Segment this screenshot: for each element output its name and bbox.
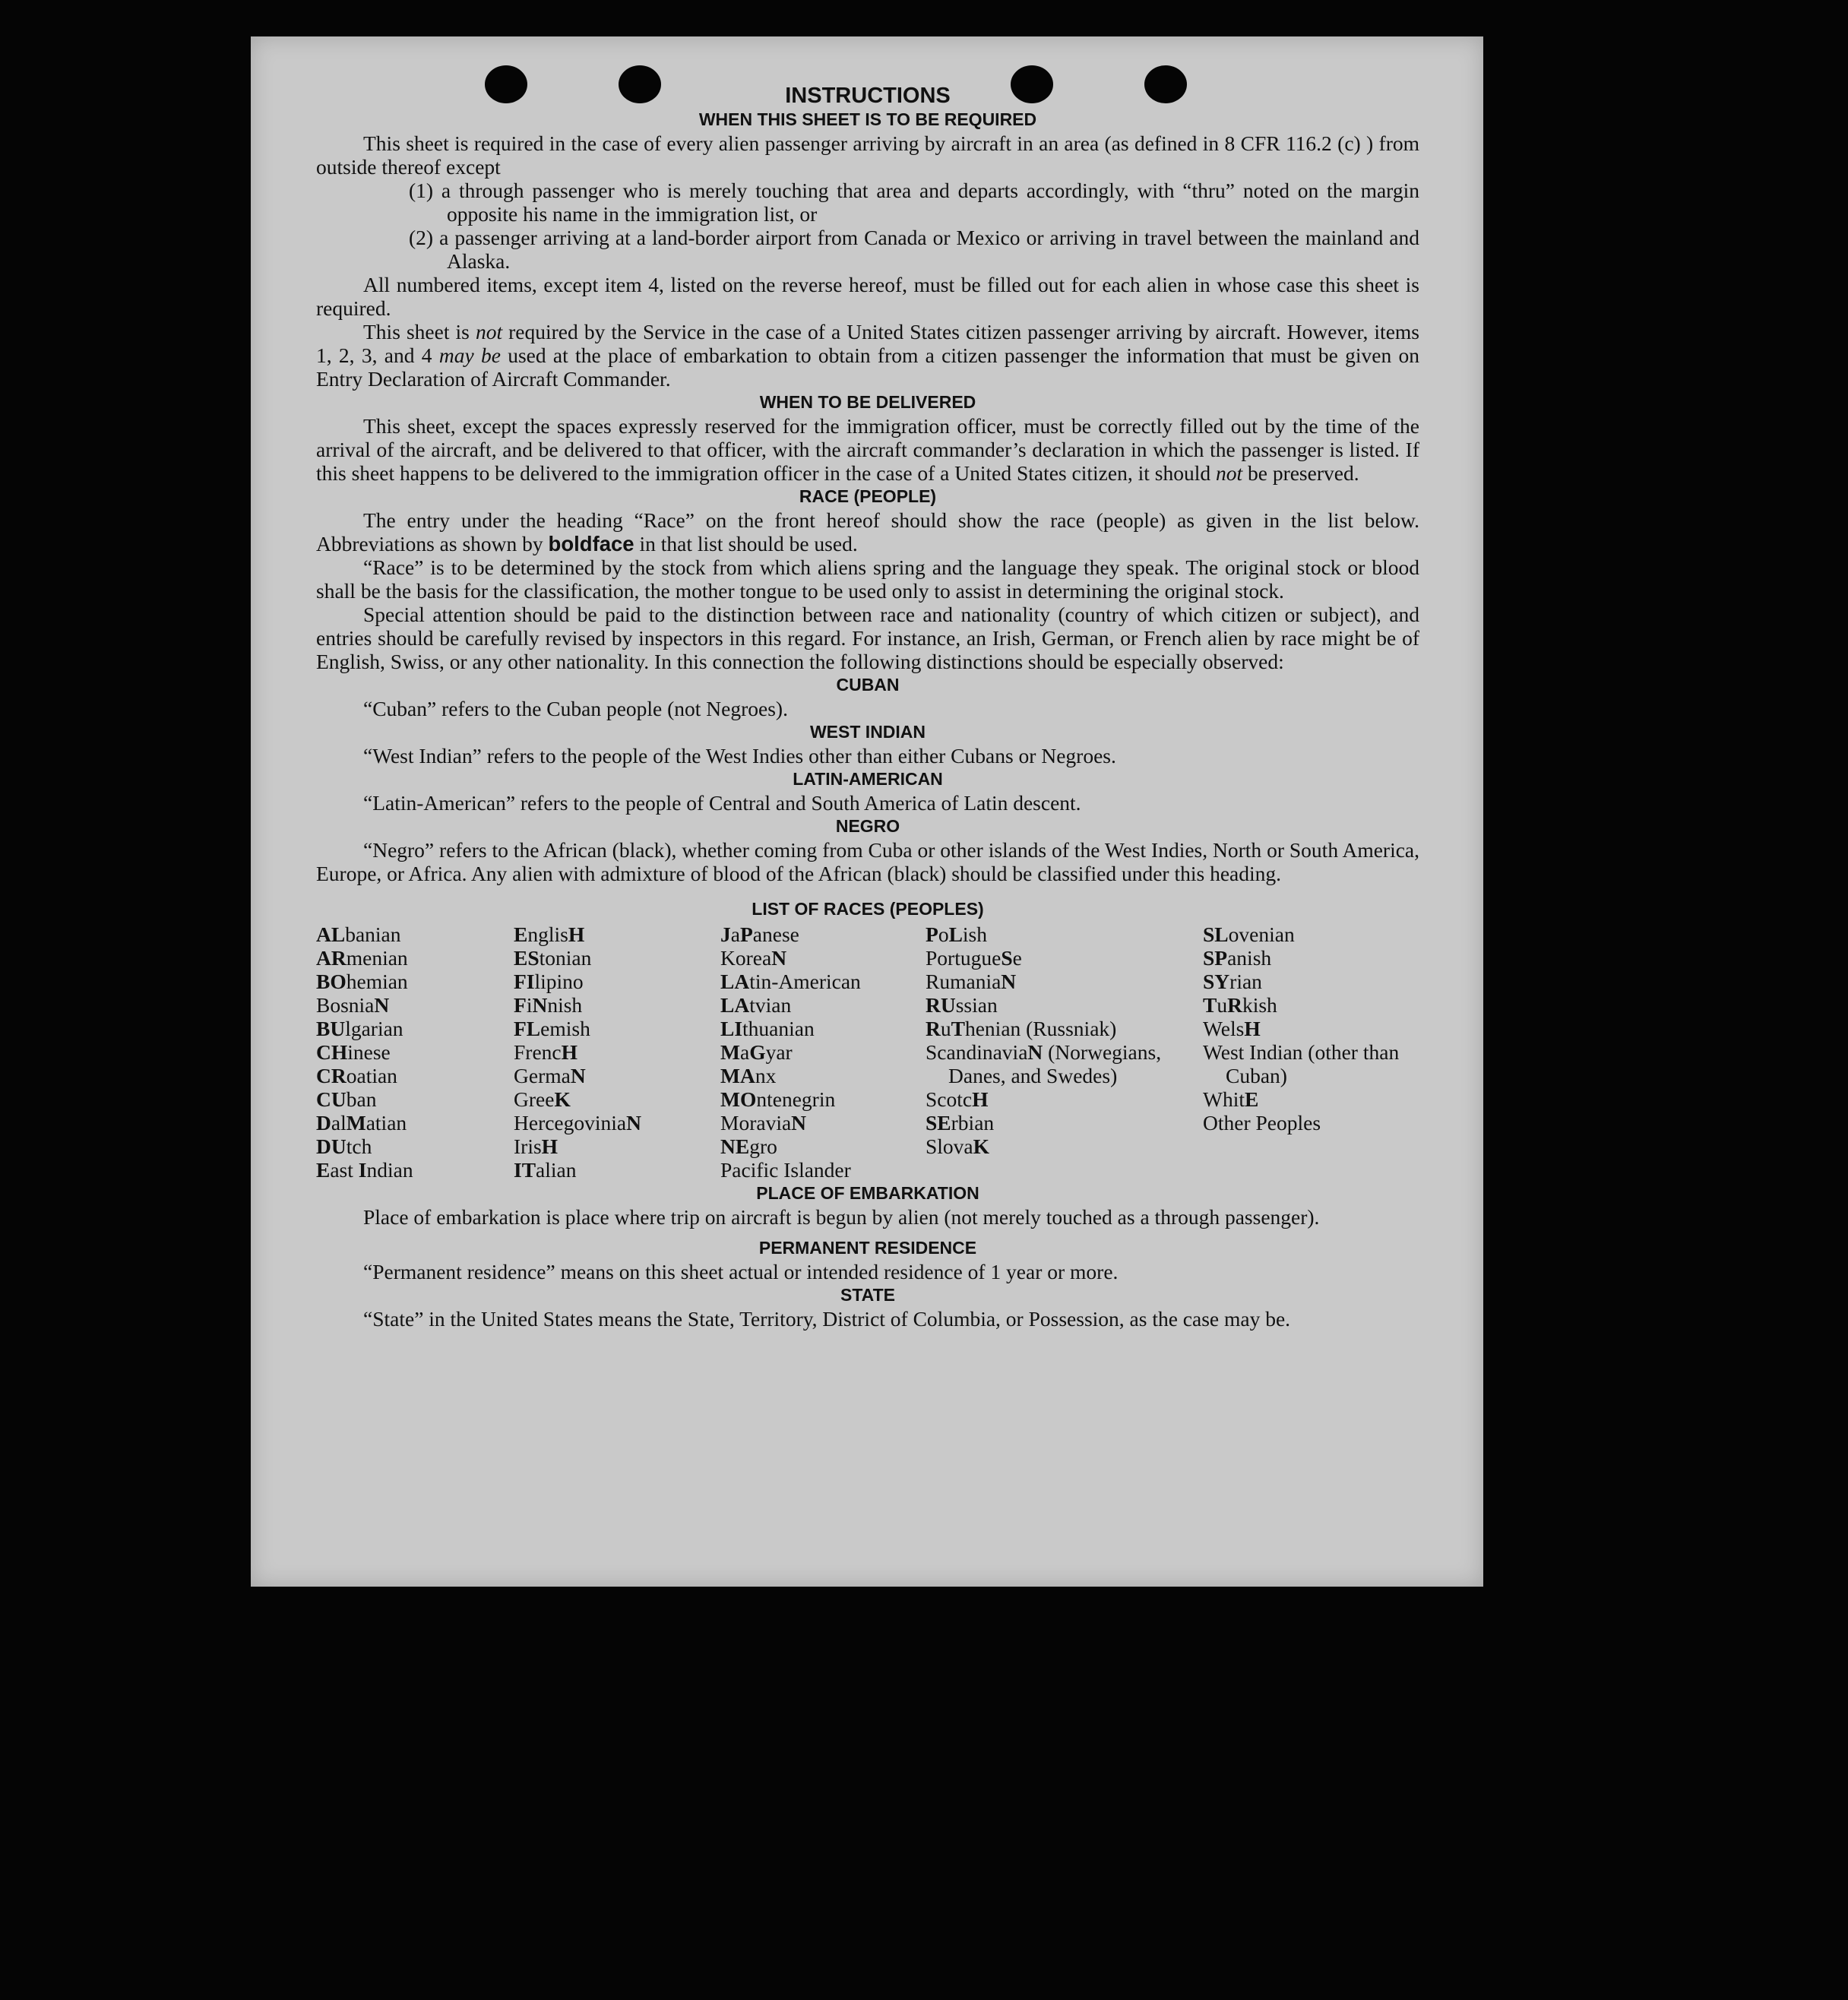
- race-text: alian: [536, 1158, 577, 1182]
- race-text: ish: [962, 922, 987, 946]
- race-entry: [316, 1064, 514, 1087]
- paragraph: The entry under the heading “Race” on the front hereof should show the race (people) as given in the list below. Abbreviations as shown by boldface in that list should be used.: [316, 508, 1419, 555]
- race-abbrev: M: [346, 1111, 366, 1134]
- race-text: Korea: [720, 946, 772, 970]
- race-text: nglis: [527, 922, 568, 946]
- race-text: a: [730, 922, 740, 946]
- heading-when-delivered: WHEN TO BE DELIVERED: [759, 392, 976, 412]
- heading-west-indian: WEST INDIAN: [809, 722, 926, 742]
- race-abbrev: AL: [316, 922, 346, 946]
- race-abbrev: N: [532, 993, 548, 1017]
- race-text: Hercegovinia: [514, 1111, 627, 1134]
- race-entry: [316, 1111, 514, 1134]
- list-item: (1) a through passenger who is merely touching that area and departs accordingly, with “thru” noted on the margin opposite his name in the immigration list, or: [409, 179, 1419, 226]
- race-text: Whit: [1203, 1087, 1245, 1111]
- race-entry: [926, 1017, 1203, 1040]
- paragraph: “Permanent residence” means on this sheet actual or intended residence of 1 year or more.: [363, 1260, 1119, 1283]
- race-entry: [316, 993, 514, 1017]
- race-entry: [720, 1087, 926, 1111]
- race-text: Moravia: [720, 1111, 792, 1134]
- race-text: nx: [755, 1064, 777, 1087]
- race-abbrev: N: [570, 1064, 586, 1087]
- race-entry: [316, 922, 514, 946]
- race-entry: [720, 1158, 926, 1182]
- race-text: anish: [1227, 946, 1272, 970]
- race-text: tonian: [539, 946, 592, 970]
- race-abbrev: CU: [316, 1087, 346, 1111]
- race-abbrev: MA: [720, 1064, 755, 1087]
- race-text: atian: [365, 1111, 407, 1134]
- race-entry: [1203, 1087, 1419, 1111]
- race-abbrev: N: [374, 993, 390, 1017]
- paragraph: All numbered items, except item 4, listed on the reverse hereof, must be filled out for each alien in whose case this sheet is required.: [316, 273, 1419, 320]
- race-abbrev: I: [358, 1158, 367, 1182]
- race-entry: [926, 993, 1203, 1017]
- race-text: Frenc: [514, 1040, 562, 1064]
- races-list: [316, 922, 1419, 1182]
- paragraph: This sheet is not required by the Service in the case of a United States citizen passenger arriving by aircraft. However, items 1, 2, 3, and 4 may be used at the place of embarkation to obtain from a citizen passenger the information that must be given on Entry Declaration of Aircraft Commander.: [316, 320, 1419, 391]
- race-abbrev: ES: [514, 946, 540, 970]
- race-abbrev: LI: [720, 1017, 743, 1040]
- race-abbrev: FL: [514, 1017, 541, 1040]
- race-text: ast: [330, 1158, 359, 1182]
- paragraph: “Negro” refers to the African (black), whether coming from Cuba or other islands of the West Indies, North or South America, Europe, or Africa. Any alien with admixture of blood of the African (black) should be classified under this heading.: [316, 838, 1419, 885]
- race-text: inese: [347, 1040, 391, 1064]
- race-text: ovenian: [1228, 922, 1295, 946]
- paragraph: This sheet is required in the case of every alien passenger arriving by aircraft in an area (as defined in 8 CFR 116.2 (c) ) from outside thereof except: [316, 131, 1419, 179]
- race-text: Portugue: [926, 946, 1002, 970]
- race-abbrev: RU: [926, 993, 956, 1017]
- race-entry: [720, 1134, 926, 1158]
- races-column-3: [720, 922, 926, 1182]
- race-abbrev: R: [926, 1017, 941, 1040]
- race-abbrev: H: [541, 1134, 559, 1158]
- race-text: lgarian: [345, 1017, 403, 1040]
- race-entry: [720, 993, 926, 1017]
- race-entry: [720, 922, 926, 946]
- race-entry: [514, 1111, 720, 1134]
- race-entry: [720, 1017, 926, 1040]
- race-abbrev: BU: [316, 1017, 346, 1040]
- heading-negro: NEGRO: [835, 816, 900, 836]
- race-abbrev: F: [514, 993, 527, 1017]
- race-abbrev: H: [1244, 1017, 1261, 1040]
- paragraph: “Race” is to be determined by the stock from which aliens spring and the language they speak. The original stock or blood shall be the basis for the classification, the mother tongue to be used only to assist in determining the original stock.: [316, 555, 1419, 603]
- race-text: ntenegrin: [756, 1087, 836, 1111]
- race-text: Germa: [514, 1064, 571, 1087]
- race-text: Pacific Islander: [720, 1158, 851, 1182]
- race-text: e: [1012, 946, 1022, 970]
- races-column-5: [1203, 922, 1419, 1182]
- race-text: thuanian: [742, 1017, 815, 1040]
- heading-cuban: CUBAN: [836, 675, 900, 695]
- race-text: henian (Russniak): [964, 1017, 1117, 1040]
- instructions-content: [316, 84, 1419, 1331]
- race-entry: [316, 1134, 514, 1158]
- race-abbrev: T: [1203, 993, 1217, 1017]
- race-entry: [514, 970, 720, 993]
- paragraph: “Latin-American” refers to the people of Central and South America of Latin descent.: [363, 791, 1081, 815]
- race-abbrev: LA: [720, 993, 750, 1017]
- race-entry: [514, 1087, 720, 1111]
- race-entry: [1203, 1111, 1419, 1134]
- race-abbrev: N: [1027, 1040, 1043, 1064]
- race-text: hemian: [346, 970, 408, 993]
- page-title: INSTRUCTIONS: [785, 84, 951, 108]
- race-abbrev: E: [1245, 1087, 1259, 1111]
- race-entry: [926, 946, 1203, 970]
- race-abbrev: SP: [1203, 946, 1228, 970]
- race-entry: [720, 1040, 926, 1064]
- races-column-1: [316, 922, 514, 1182]
- list-item: (2) a passenger arriving at a land-border airport from Canada or Mexico or arriving in travel between the mainland and Alaska.: [409, 226, 1419, 273]
- race-text: ban: [346, 1087, 377, 1111]
- race-abbrev: SL: [1203, 922, 1229, 946]
- race-abbrev: H: [561, 1040, 578, 1064]
- race-entry: [514, 1017, 720, 1040]
- race-text: rbian: [951, 1111, 995, 1134]
- race-entry: [720, 1111, 926, 1134]
- race-abbrev: FI: [514, 970, 535, 993]
- race-text: i: [526, 993, 533, 1017]
- race-text: anese: [752, 922, 799, 946]
- race-text: Other Peoples: [1203, 1111, 1321, 1134]
- heading-latin-american: LATIN-AMERICAN: [793, 769, 943, 789]
- race-text: emish: [540, 1017, 590, 1040]
- race-abbrev: K: [554, 1087, 571, 1111]
- heading-list-of-races: LIST OF RACES (PEOPLES): [752, 899, 984, 919]
- race-entry: [1203, 922, 1419, 946]
- race-abbrev: CR: [316, 1064, 346, 1087]
- race-abbrev: E: [316, 1158, 331, 1182]
- race-text: al: [331, 1111, 346, 1134]
- race-abbrev: P: [739, 922, 753, 946]
- race-text: (Norwegians, Danes, and Swedes): [948, 1040, 1162, 1087]
- race-entry: [1203, 970, 1419, 993]
- race-text: kish: [1242, 993, 1277, 1017]
- race-abbrev: SE: [926, 1111, 951, 1134]
- race-entry: [316, 970, 514, 993]
- race-text: Scandinavia: [926, 1040, 1028, 1064]
- race-text: ndian: [366, 1158, 413, 1182]
- race-entry: [1203, 993, 1419, 1017]
- race-entry: [926, 1087, 1203, 1111]
- race-text: Iris: [514, 1134, 542, 1158]
- race-text: lipino: [534, 970, 584, 993]
- race-abbrev: D: [316, 1111, 331, 1134]
- race-abbrev: K: [973, 1134, 990, 1158]
- race-entry: [720, 970, 926, 993]
- race-text: u: [1217, 993, 1228, 1017]
- race-entry: [514, 946, 720, 970]
- race-entry: [316, 1017, 514, 1040]
- race-abbrev: MO: [720, 1087, 757, 1111]
- race-text: tvian: [749, 993, 792, 1017]
- race-entry: [1203, 1017, 1419, 1040]
- race-entry: [316, 946, 514, 970]
- race-entry: [514, 1064, 720, 1087]
- race-abbrev: H: [568, 922, 585, 946]
- race-abbrev: IT: [514, 1158, 536, 1182]
- race-entry: [514, 1158, 720, 1182]
- race-entry: [316, 1087, 514, 1111]
- races-column-2: [514, 922, 720, 1182]
- heading-state: STATE: [840, 1285, 895, 1305]
- paragraph: “State” in the United States means the State, Territory, District of Columbia, or Possession, as the case may be.: [363, 1307, 1291, 1331]
- race-text: tin-American: [749, 970, 861, 993]
- race-abbrev: NE: [720, 1134, 750, 1158]
- race-abbrev: SY: [1203, 970, 1230, 993]
- race-text: Bosnia: [316, 993, 375, 1017]
- race-text: oatian: [346, 1064, 397, 1087]
- race-entry: [926, 922, 1203, 946]
- race-entry: [926, 1040, 1203, 1087]
- race-abbrev: G: [749, 1040, 766, 1064]
- race-text: Wels: [1203, 1017, 1245, 1040]
- race-entry: [514, 1134, 720, 1158]
- race-entry: [514, 922, 720, 946]
- race-text: banian: [345, 922, 401, 946]
- heading-place-of-embarkation: PLACE OF EMBARKATION: [756, 1183, 979, 1203]
- race-abbrev: S: [1001, 946, 1013, 970]
- race-text: rian: [1229, 970, 1262, 993]
- race-entry: [926, 1111, 1203, 1134]
- race-text: o: [938, 922, 949, 946]
- race-abbrev: P: [926, 922, 938, 946]
- race-abbrev: H: [972, 1087, 989, 1111]
- race-text: yar: [765, 1040, 793, 1064]
- paragraph: “Cuban” refers to the Cuban people (not Negroes).: [363, 697, 788, 720]
- race-text: Rumania: [926, 970, 1002, 993]
- race-abbrev: N: [771, 946, 787, 970]
- race-entry: [1203, 946, 1419, 970]
- race-abbrev: N: [791, 1111, 807, 1134]
- race-abbrev: LA: [720, 970, 750, 993]
- race-entry: [1203, 1040, 1419, 1087]
- race-text: Slova: [926, 1134, 973, 1158]
- heading-race: RACE (PEOPLE): [799, 486, 937, 506]
- document-sheet: [251, 36, 1483, 1587]
- race-text: gro: [749, 1134, 777, 1158]
- race-text: West Indian (other than Cuban): [1203, 1040, 1400, 1087]
- race-abbrev: BO: [316, 970, 346, 993]
- race-entry: [720, 946, 926, 970]
- paragraph: Place of embarkation is place where trip on aircraft is begun by alien (not merely touched as a through passenger).: [363, 1205, 1320, 1229]
- race-abbrev: J: [720, 922, 731, 946]
- race-text: menian: [346, 946, 408, 970]
- race-text: Gree: [514, 1087, 555, 1111]
- race-abbrev: R: [1227, 993, 1242, 1017]
- race-abbrev: L: [948, 922, 963, 946]
- paragraph: “West Indian” refers to the people of the West Indies other than either Cubans or Negroes.: [363, 744, 1116, 767]
- race-abbrev: M: [720, 1040, 740, 1064]
- race-abbrev: E: [514, 922, 528, 946]
- heading-permanent-residence: PERMANENT RESIDENCE: [758, 1238, 977, 1258]
- race-abbrev: N: [1001, 970, 1017, 993]
- race-abbrev: T: [951, 1017, 965, 1040]
- paragraph: Special attention should be paid to the distinction between race and nationality (country of which citizen or subject), and entries should be carefully revised by inspectors in this regard. For instance, an Irish, German, or French alien by race might be of English, Swiss, or any other nationality. In this connection the following distinctions should be especially observed:: [316, 603, 1419, 673]
- paragraph: This sheet, except the spaces expressly reserved for the immigration officer, must be correctly filled out by the time of the arrival of the aircraft, and be delivered to that officer, with the aircraft commander’s declaration in which the passenger is listed. If this sheet happens to be delivered to the immigration officer in the case of a United States citizen, it should not be preserved.: [316, 414, 1419, 485]
- race-entry: [316, 1040, 514, 1064]
- race-entry: [926, 1134, 1203, 1158]
- race-entry: [514, 993, 720, 1017]
- race-abbrev: N: [626, 1111, 641, 1134]
- race-text: Scotc: [926, 1087, 973, 1111]
- races-column-4: [926, 922, 1203, 1182]
- race-text: tch: [346, 1134, 372, 1158]
- race-abbrev: DU: [316, 1134, 346, 1158]
- race-entry: [316, 1158, 514, 1182]
- race-text: u: [940, 1017, 951, 1040]
- race-text: nish: [547, 993, 583, 1017]
- race-entry: [926, 970, 1203, 993]
- race-text: ssian: [955, 993, 998, 1017]
- race-abbrev: CH: [316, 1040, 348, 1064]
- race-text: a: [739, 1040, 750, 1064]
- race-abbrev: AR: [316, 946, 346, 970]
- race-entry: [514, 1040, 720, 1064]
- heading-when-required: WHEN THIS SHEET IS TO BE REQUIRED: [698, 109, 1037, 129]
- race-entry: [720, 1064, 926, 1087]
